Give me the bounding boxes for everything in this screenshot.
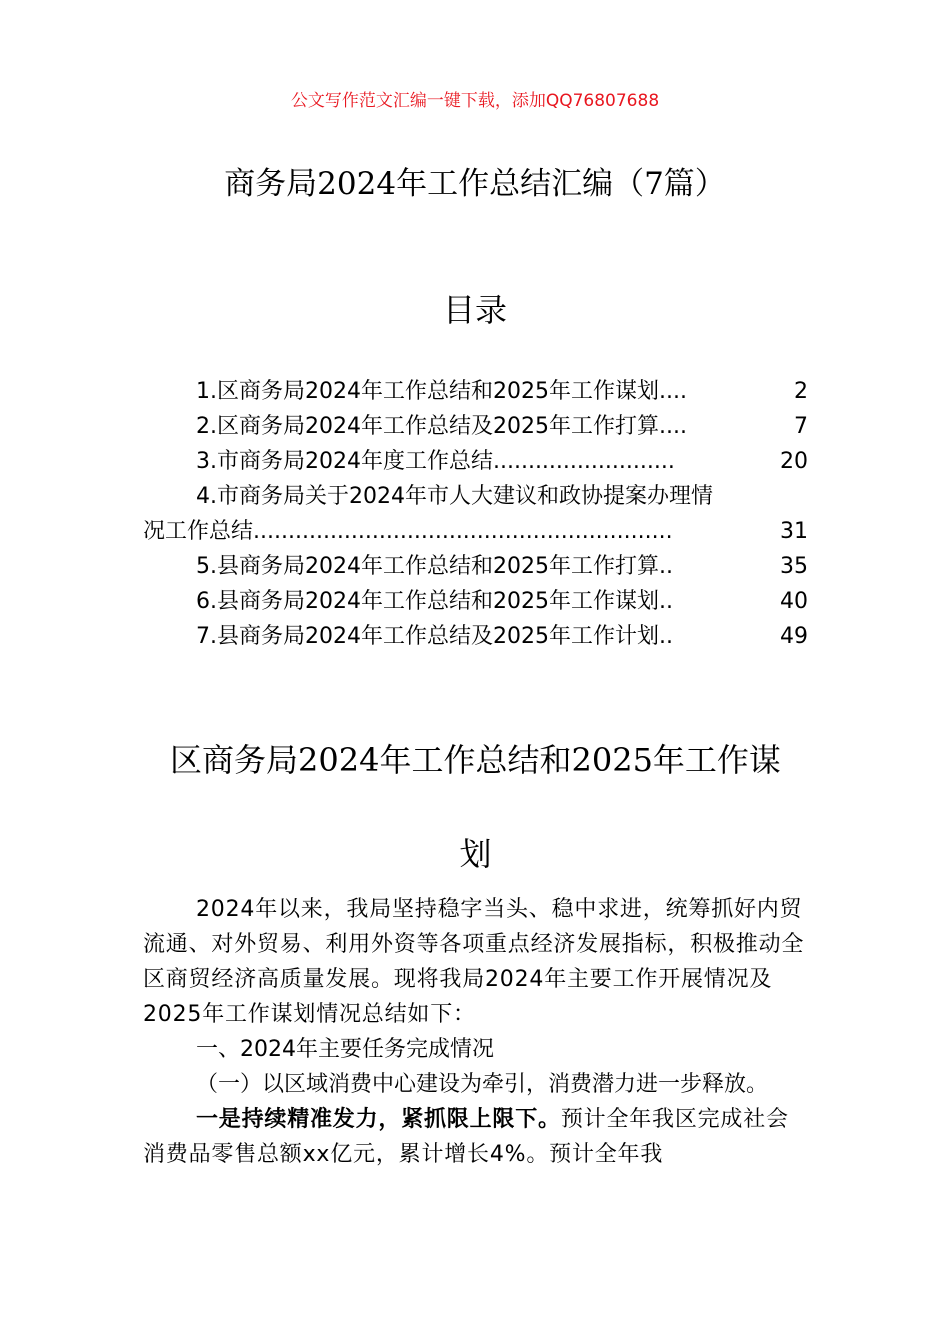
toc-entry-continuation[interactable] xyxy=(143,514,808,549)
toc-entry-page: 49 xyxy=(780,624,808,649)
toc-entry-title: 5.县商务局2024年工作总结和2025年工作打算 xyxy=(196,554,659,579)
toc-entry-dots: ............................................................ xyxy=(253,519,673,544)
toc-entry-page: 35 xyxy=(780,554,808,579)
toc-entry-page: 40 xyxy=(780,589,808,614)
toc-entry-title: 4.市商务局关于2024年市人大建议和政协提案办理情 xyxy=(196,484,713,509)
point-bold-lead: 一是持续精准发力，紧抓限上限下。 xyxy=(196,1107,561,1132)
toc-entry-dots: .......................... xyxy=(492,449,675,474)
point-text: 预计全年我区完成社会消费品零售总额xx亿元，累计增长4%。预计全年我 xyxy=(143,1107,789,1167)
toc-entry-title-cont: 况工作总结 xyxy=(143,519,254,544)
toc-entry-title: 3.市商务局2024年度工作总结 xyxy=(196,449,493,474)
toc-entry[interactable] xyxy=(143,479,808,514)
toc-entry-dots: .. xyxy=(658,624,673,649)
toc-entry-dots: .. xyxy=(658,589,673,614)
toc-entry-page: 2 xyxy=(794,379,808,404)
section-title xyxy=(143,735,808,879)
section-title-line2: 划 xyxy=(459,835,492,873)
table-of-contents xyxy=(143,374,808,654)
toc-entry-title: 6.县商务局2024年工作总结和2025年工作谋划 xyxy=(196,589,659,614)
toc-entry[interactable] xyxy=(143,374,808,409)
toc-entry-title: 7.县商务局2024年工作总结及2025年工作计划 xyxy=(196,624,659,649)
toc-entry-title: 2.区商务局2024年工作总结及2025年工作打算 xyxy=(196,414,659,439)
document-title: 商务局2024年工作总结汇编（7篇） xyxy=(224,166,726,202)
toc-entry-dots: .... xyxy=(658,414,687,439)
toc-entry-title: 1.区商务局2024年工作总结和2025年工作谋划 xyxy=(196,379,659,404)
toc-entry[interactable] xyxy=(143,584,808,619)
download-banner[interactable]: 公文写作范文汇编一键下载，添加QQ76807688 xyxy=(290,91,660,111)
section-title-line1: 区商务局2024年工作总结和2025年工作谋 xyxy=(170,741,781,779)
toc-entry[interactable] xyxy=(143,619,808,654)
toc-entry-dots: .... xyxy=(658,379,687,404)
intro-paragraph: 2024年以来，我局坚持稳字当头、稳中求进，统筹抓好内贸流通、对外贸易、利用外资等各项重点经济发展指标，积极推动全区商贸经济高质量发展。现将我局2024年主要工作开展情况及2025年工作谋划情况总结如下： xyxy=(143,897,805,1027)
toc-entry[interactable] xyxy=(143,409,808,444)
toc-entry[interactable] xyxy=(143,444,808,479)
toc-entry-dots: .. xyxy=(658,554,673,579)
toc-heading: 目录 xyxy=(442,291,507,329)
toc-entry-page: 31 xyxy=(780,519,808,544)
point-paragraph xyxy=(143,1102,808,1172)
section-body xyxy=(143,892,808,1172)
toc-entry-page: 20 xyxy=(780,449,808,474)
subheading: （一）以区域消费中心建设为牵引，消费潜力进一步释放。 xyxy=(196,1072,769,1097)
heading-level1: 一、2024年主要任务完成情况 xyxy=(196,1037,494,1062)
toc-entry[interactable] xyxy=(143,549,808,584)
toc-entry-page: 7 xyxy=(794,414,808,439)
